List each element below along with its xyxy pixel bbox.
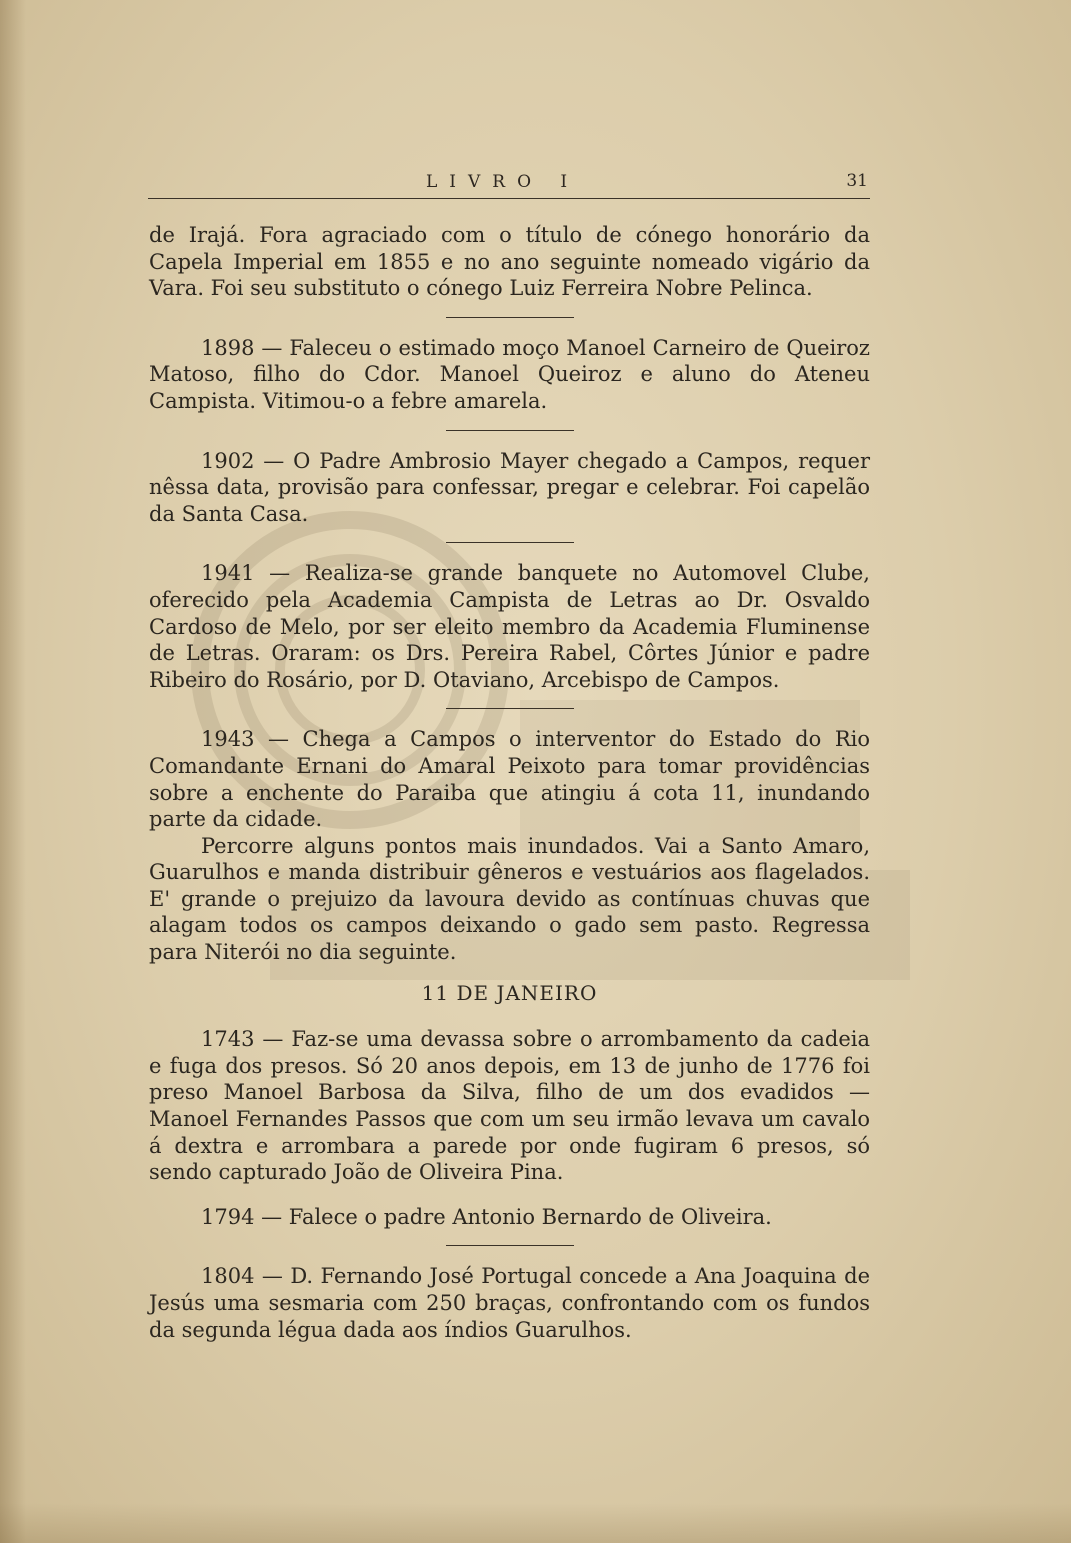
entry-1943 bbox=[149, 726, 870, 965]
page-number: 31 bbox=[846, 171, 868, 191]
entry-1743 bbox=[149, 1026, 870, 1186]
separator-rule bbox=[446, 1245, 574, 1246]
paragraph: 1941 — Realiza-se grande banquete no Automovel Clube, oferecido pela Academia Campista de Letras ao Dr. Osvaldo Cardoso de Melo, por ser eleito membro da Academia Fluminense de Letras. Oraram: os Drs. Pereira Rabel, Côrtes Júnior e padre Ribeiro do Rosário, por D. Otaviano, Arcebispo de Campos. bbox=[149, 561, 870, 692]
separator-rule bbox=[446, 708, 574, 709]
running-head: LIVRO I bbox=[426, 172, 580, 192]
entry-1902 bbox=[149, 448, 870, 528]
entry-1804 bbox=[149, 1263, 870, 1343]
paragraph: 1902 — O Padre Ambrosio Mayer chegado a Campos, requer nêssa data, provisão para confessar, pregar e celebrar. Foi capelão da Santa Casa. bbox=[149, 448, 870, 526]
paragraph: 1794 — Falece o padre Antonio Bernardo de Oliveira. bbox=[201, 1204, 772, 1229]
paragraph: 1743 — Faz-se uma devassa sobre o arrombamento da cadeia e fuga dos presos. Só 20 anos depois, em 13 de junho de 1776 foi preso Manoel Barbosa da Silva, filho de um dos evadidos — Manoel Fernandes Passos que com um seu irmão levava um cavalo á dextra e arrombara a parede por onde fugiram 6 presos, só sendo capturado João de Oliveira Pina. bbox=[149, 1027, 870, 1185]
page-edge-shadow bbox=[0, 0, 26, 1543]
date-heading: 11 DE JANEIRO bbox=[421, 980, 598, 1005]
page-bottom-shadow bbox=[0, 1503, 1071, 1543]
body-text bbox=[149, 222, 870, 1343]
entry-1941 bbox=[149, 560, 870, 693]
paragraph: 1804 — D. Fernando José Portugal concede a Ana Joaquina de Jesús uma sesmaria com 250 braças, confrontando com os fundos da segunda légua dada aos índios Guarulhos. bbox=[149, 1264, 870, 1342]
page-header bbox=[148, 168, 870, 199]
entry-1794 bbox=[149, 1204, 870, 1231]
paragraph: Percorre alguns pontos mais inundados. Vai a Santo Amaro, Guarulhos e manda distribuir gêneros e vestuários aos flagelados. E' grande o prejuizo da lavoura devido as contínuas chuvas que alagam todos os campos deixando o gado sem pasto. Regressa para Niterói no dia seguinte. bbox=[149, 833, 870, 965]
paragraph: 1898 — Faleceu o estimado moço Manoel Carneiro de Queiroz Matoso, filho do Cdor. Manoel Queiroz e aluno do Ateneu Campista. Vitimou-o a febre amarela. bbox=[149, 335, 870, 413]
spacer bbox=[149, 1186, 870, 1204]
separator-rule bbox=[446, 317, 574, 318]
entry-intro bbox=[149, 222, 870, 302]
separator-rule bbox=[446, 430, 574, 431]
paragraph: 1943 — Chega a Campos o interventor do Estado do Rio Comandante Ernani do Amaral Peixoto para tomar providências sobre a enchente do Paraiba que atingiu á cota 11, inundando parte da cidade. bbox=[149, 727, 870, 832]
paragraph: de Irajá. Fora agraciado com o título de cónego honorário da Capela Imperial em 1855 e no ano seguinte nomeado vigário da Vara. Foi seu substituto o cónego Luiz Ferreira Nobre Pelinca. bbox=[149, 223, 870, 301]
entry-1898 bbox=[149, 335, 870, 415]
separator-rule bbox=[446, 542, 574, 543]
